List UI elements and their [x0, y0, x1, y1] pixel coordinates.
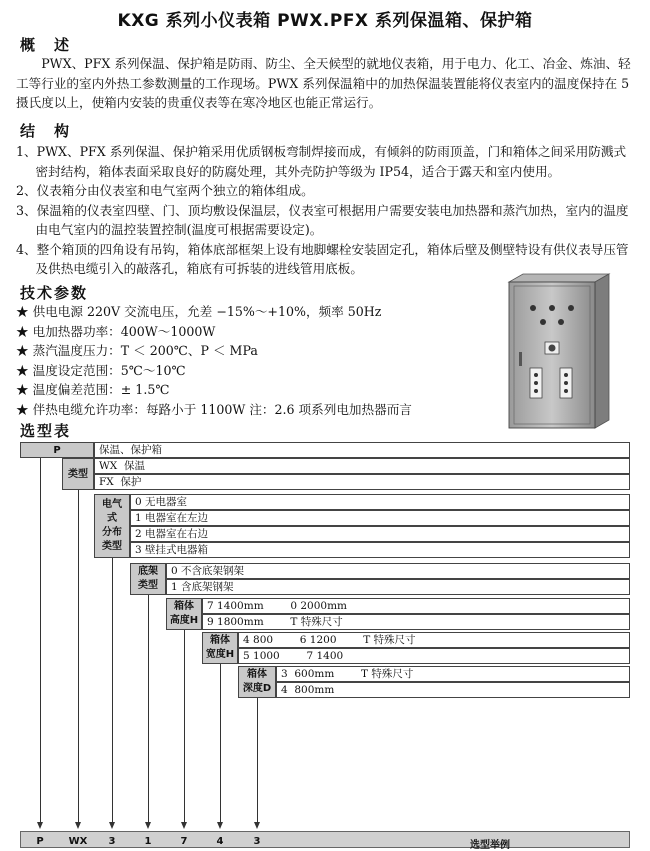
electrical-option: 2 电器室在右边 — [130, 526, 630, 542]
height-option: 9 1800mm T 特殊尺寸 — [202, 614, 630, 630]
arrow-icon — [75, 822, 81, 829]
page-title: KXG 系列小仪表箱 PWX.PFX 系列保温箱、保护箱 — [117, 11, 533, 31]
spec-item: ★ 温度偏差范围：± 1.5℃ — [16, 382, 170, 398]
spec-item: ★ 伴热电缆允许功率：每路小于 1100W 注：2.6 项系列电加热器而言 — [16, 401, 412, 417]
electrical-option: 1 电器室在左边 — [130, 510, 630, 526]
example-code: 7 — [180, 836, 188, 847]
connector-line — [220, 664, 221, 822]
specs-heading: 技术参数 — [20, 284, 89, 302]
spec-item: ★ 蒸汽温度压力：T ＜ 200℃、P ＜ MPa — [16, 343, 258, 359]
code-height: 箱体 高度H — [166, 598, 202, 630]
type-option: WX 保温 — [94, 458, 630, 474]
code-width: 箱体 宽度H — [202, 632, 238, 664]
electrical-option: 3 壁挂式电器箱 — [130, 542, 630, 558]
base-option: 1 含底架钢架 — [166, 579, 630, 595]
structure-item: 1、PWX、PFX 系列保温、保护箱采用优质钢板弯制焊接而成，有倾斜的防雨顶盖，门和箱体之间采用防溅式密封结构，箱体表面采取良好的防腐处理，其外壳防护等级为 IP54，适合于露天和室内使用。 — [16, 144, 627, 179]
spec-item: ★ 供电电源 220V 交流电压，允差 −15%～+10%，频率 50Hz — [16, 304, 382, 319]
code-base: 底架 类型 — [130, 563, 166, 595]
overview-section — [16, 54, 636, 113]
depth-option: 4 800mm — [276, 682, 630, 698]
width-option: 4 800 6 1200 T 特殊尺寸 — [238, 632, 630, 648]
connector-line — [148, 595, 149, 822]
spec-item: ★ 电加热器功率：400W～1000W — [16, 323, 216, 339]
example-code: 1 — [144, 836, 152, 847]
electrical-option: 0 无电器室 — [130, 494, 630, 510]
cabinet-image — [505, 272, 615, 432]
structure-item: 2、仪表箱分由仪表室和电气室两个独立的箱体组成。 — [16, 183, 314, 198]
code-type: 类型 — [62, 458, 94, 490]
spec-item: ★ 温度设定范围：5℃～10℃ — [16, 362, 186, 378]
example-code: WX — [68, 836, 88, 847]
arrow-icon — [145, 822, 151, 829]
code-electrical: 电气 式 分布 类型 — [94, 494, 130, 558]
example-code: 4 — [216, 836, 224, 847]
connector-line — [257, 698, 258, 822]
height-option: 7 1400mm 0 2000mm — [202, 598, 630, 614]
overview-text: PWX、PFX 系列保温、保护箱是防雨、防尘、全天候型的就地仪表箱，用于电力、化工、冶金、炼油、轻工等行业的室内外热工参数测量的工作现场。PWX 系列保温箱中的加热保温装置能将仪表室内的温度保持在 5 摄氏度以上，使箱内安装的贵重仪表等在寒冷地区也能正常运行。 — [16, 56, 631, 110]
structure-list — [16, 142, 636, 279]
example-code: P — [36, 836, 44, 847]
type-option: FX 保护 — [94, 474, 630, 490]
overview-heading: 概 述 — [20, 36, 72, 54]
example-code: 3 — [108, 836, 116, 847]
structure-item: 3、保温箱的仪表室四壁、门、顶均敷设保温层，仪表室可根据用户需要安装电加热器和蒸汽加热，室内的温度由电气室内的温控装置控制(温度可根据需要设定)。 — [16, 202, 629, 237]
connector-line — [112, 558, 113, 822]
width-option: 5 1000 7 1400 — [238, 648, 630, 664]
specs-list — [16, 302, 496, 420]
connector-line — [40, 458, 41, 822]
structure-heading: 结 构 — [20, 122, 72, 140]
arrow-icon — [254, 822, 260, 829]
arrow-icon — [109, 822, 115, 829]
selection-heading: 选型表 — [20, 422, 72, 440]
arrow-icon — [181, 822, 187, 829]
depth-option: 3 600mm T 特殊尺寸 — [276, 666, 630, 682]
structure-item: 4、整个箱顶的四角设有吊钩，箱体底部框架上设有地脚螺栓安装固定孔，箱体后壁及侧壁特设有供仪表导压管及供热电缆引入的敲落孔，箱底有可拆装的进线管用底板。 — [16, 241, 629, 276]
base-option: 0 不含底架钢架 — [166, 563, 630, 579]
example-code: 3 — [253, 836, 261, 847]
code-p: P — [20, 442, 94, 458]
example-label: 选型举例 — [470, 840, 510, 851]
row-p-desc: 保温、保护箱 — [94, 442, 630, 458]
connector-line — [184, 630, 185, 822]
connector-line — [78, 490, 79, 822]
code-depth: 箱体 深度D — [238, 666, 276, 698]
arrow-icon — [37, 822, 43, 829]
arrow-icon — [217, 822, 223, 829]
